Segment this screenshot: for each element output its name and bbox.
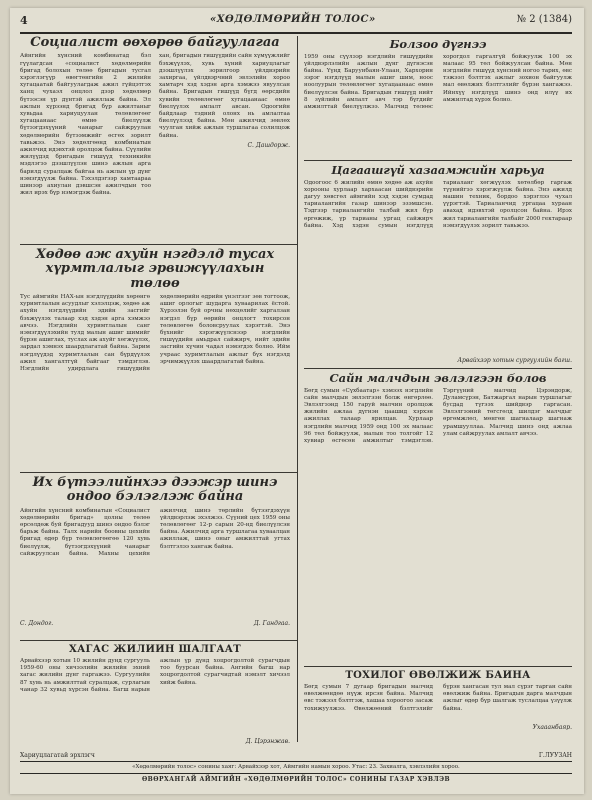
page-header — [20, 14, 572, 34]
page-number: 4 — [20, 14, 28, 27]
article-hodoo — [20, 248, 290, 468]
article-body-continued: хан, бригадын гишүүдийн сайн хүмүүжлийг бэхжүүлэх, хувь хүний хариуцлагыг дээшлүүлэх зорилгоор үйлдвэрийн захиргаа, үйлдвэрчний эвлэлийн хороо хамтарч хэд хэдэн арга хэмжээ явуулсан байна. Бригадын гишүүд бүгд өөрсдийн хувийн төлөвлөгөөг хугацаанаас өмнө биелүүлэх амлалт авсан. Одоогийн байдлаар тэдний олонх нь амлалтаа биелүүлээд байна. Мөн ажилчид зөвлөх чуулган хийж ажлын туршлагаа солилцож байна. — [159, 53, 290, 139]
divider — [304, 666, 572, 667]
divider — [304, 368, 572, 369]
paper-name: «ХӨДӨЛМӨРИЙН ТОЛОС» — [210, 14, 376, 25]
divider — [304, 160, 572, 161]
article-body: Тус аймгийн НАХ-ын нэгдлүүдийн хөрөнгө хуримтлалын асуудлыг хэлэлцэж, хөдөө аж ахуйн нэгдлүүдийн эдийн засгийг бэхжүүлэх талаар хэд хэдэн арга хэмжээ авчээ. Нэгдлийн хуримтлалын санг нэмэгдүүлэхийн тулд малын ашиг шимийг бүрэн ашиглах, туслах аж ахуйг хөгжүүлэх, зардал хэмнэх шаардлагатай байна. Зарим нэгдлүүдэд хуримтлалын сан бүрдүүлэх ажил хангалтгүй байгааг тэмдэглэв. Нэгдлийн удирдлага гишүүдийн хөдөлмөрийн өдрийн үнэлгээг зөв тогтоож, ашиг орлогыг шударга хуваарилах ёстой. Хүрээлэн буй орчны нөхцөлийг харгалзан нэгдэл бүр өөрийн онцлогт тохирсон төлөвлөгөө боловсруулах хэрэгтэй. Энэ бүхнийг хэрэгжүүлснээр нэгдлийн гишүүдийн амьдрал сайжирч, нийт эдийн засгийн хүчин чадал нэмэгдэх болно. Ийм учраас хуримтлалын ажлыг бүх нэгдэлд эрчимжүүлэх шаардлагатай байна. — [20, 293, 290, 372]
article-title: Хөдөө аж ахуйн нэгдэлд тусах хүрмтлалыг эрвижүүлахын төлөө — [35, 248, 275, 291]
divider — [20, 640, 297, 641]
article-body: 1959 оны сүүлээр нэгдлийн гишүүдийн үйлдвэрлэлийн ажлын дүнг дүгнэсэн байна. Үүнд Баруунбаян-Улаан, Хархорин зэрэг нэгдлүүд малын ашиг шим, ноос ноолуурын төлөвлөгөөг хугацаанаас өмнө биелүүлсэн байна. Бригадын гишүүд нийт 8 зүйлийн амлалт авч тэр бүгдийг амжилттай биелүүлжээ. Малчид төлөөс хорогдол гаргалгүй бойжуулж 100 эх малаас 95 төл бойжуулсан байна. Мөн нэгдлийн гишүүд хүнсний ногоо тарих, өвс тэжээл бэлтгэх ажлыг зохион байгуулж мал өвөлжих бэлтгэлийг бүрэн хангажээ. Ийнхүү нэгдлүүд шинэ онд илүү их амжилтад хүрэх болно. — [304, 53, 572, 111]
divider — [20, 472, 297, 473]
issue-number: № 2 (1384) — [516, 14, 572, 25]
article-socialist — [20, 36, 290, 242]
article-body: Бөгд сумын 7 дугаар бригадын малчид өвөлжөөндөө нүүж ирсэн байна. Малчид өвс тэжээл бэлтгэж, хашаа хороогоо засаж тохижуулжээ. Өвөлжөөний бэлтгэлийг бүрэн хангасан тул мал сүрэг тарган сайн өвөлжиж байна. Бригадын дарга малчдын ажлыг өдөр бүр шалгаж туслалцаа үзүүлж байна. — [304, 684, 572, 712]
article-title: Сайн малчдын эвлэлгээн болов — [329, 372, 547, 385]
article-tsagaashug — [304, 164, 572, 364]
article-signature-left: С. Дондог. — [20, 619, 54, 627]
article-title: ТОХИЛОГ ӨВӨЛЖИЖ БАЙНА — [345, 670, 531, 681]
article-bolzoo — [304, 38, 572, 156]
page-footer — [20, 752, 572, 783]
article-title: Их бүтээлийнхээ дээжэр шинэ ондоо бэлэглэж байна — [32, 476, 278, 505]
footer-press: ӨВӨРХАНГАЙ АЙМГИЙН «ХӨДӨЛМӨРИЙН ТОЛОС» СОНИНЫ ГАЗАР ХЭВЛЭВ — [141, 776, 451, 783]
footer-address: «Хөдөлмөрийн толос» сонины хаяг: Арвайхээр хот, Аймгийн намын хороо. Утас: 23. Захиалга, хэвлэлийн хороо. — [20, 761, 572, 774]
article-ikh — [20, 476, 290, 636]
column-divider — [297, 36, 298, 742]
article-signature-right: Д. Гандгаа. — [253, 619, 290, 627]
article-signature: Д. Цэрэнжав. — [245, 738, 290, 744]
article-saihan — [304, 372, 572, 662]
article-khagas — [20, 644, 290, 744]
article-title: Цагаашгүй хазаамжийн харьуа — [331, 164, 545, 177]
article-signature: Арвайхээр хотын сургуулийн багш. — [457, 356, 572, 364]
newspaper-page — [10, 8, 584, 794]
article-body: Арвайхээр хотын 10 жилийн дунд сургууль 1959-60 оны хичээлийн жилийн эхний хагас жилийн дүнг гаргажээ. Сургуулийн 87 хувь нь амжилттай суралцаж, сурлагын чанар 32 хувьд хүрсэн байна. Багш нарын ажлын үр дүнд хоцрогдолтой сурагчдын тоо буурсан байна. Ангийн багш нар хоцрогдолтой сурагчидтай нэмэлт хичээл хийж байна. — [20, 658, 290, 693]
article-signature: Ухааанбаяр. — [532, 724, 572, 730]
article-body: Айнгийн хүнсний комбинатад бэл гүүлагдсан «социалист хөдөлмөрийн бригад болохын төлөө бригадын тусгал хэрэглэгүүр өвөгтөнгийн 2 жилийн хугацаатай байгуулагдаж ажил гүйцэтгэх ханц чухаэл онцлол дээр хөдөлмөр бүтээсэн үр дүнтэй ажиллаж байна. Эл ажлын хүрээнд бригад бүр ажилтаныг хувьдаа хариуцуулан төлөвлөгөөг хугацаанаас өмнө биелүүлж бүтээгдэхүүний чанарыг сайжруулан хөдөлмөрийн бүтээмжийг өсгөх зорилт тавьжээ. Энэ хөдөлгөөнд комбинатын ажилчид идэвхтэй оролцож байна. Сүүлийн жилүүдэд бригадын гишүүд техникийн мэдлэгээ дээшлүүлэн шинэ ажлын арга барилд суралцаж байгаа нь ажлын үр дүнг нэмэгдүүлж байна. Тэхэлдэгээр хамтаараа шинээр ахиулан дэвшсэн ажилчдын тоо жил ирэх бүр нэмэгдэж байна. — [20, 53, 151, 197]
editor-name: Г.ЛУУЗАН — [538, 752, 572, 759]
article-body: Одоогоос 6 жилийн өмнө хөдөө аж ахуйн хорооны хурлаар хархаасан шийдвэрийн дагуу хөвсгөл аймгийн хэд хэдэн сумдад тариалангийн газар шинээр эзэмшсэн. Тэдгээр тариалангийн талбай жил бүр өргөжиж, үр тарианы ургац сайжирч байна. Хэд хэдэн сумын нэгдлүүд тариаланг хөгжүүлэх хөтөлбөр гаргаж түүнийгээ хэрэгжүүлж байна. Энэ ажилд машин техник, бордоо хэрэглээ чухал үүрэгтэй. Тариаланчид ургацаа хураан авахад идэвхтэй оролцсон байна. Ирэх жил тариалангийн талбайг 2000 гектараар нэмэгдүүлэх зорилт тавьжээ. — [304, 179, 572, 229]
article-title: ХАГАС ЖИЛИЙН ШАЛГААТ — [69, 644, 241, 655]
editor-label: Хариуцлагатай эрхлэгч — [20, 752, 95, 759]
article-body: Айнгийн хүнсний комбинатын «Социалист хөдөлмөрийн бригад» цолны төлөө өрсөлдөж буй бригадууд шинэ ондоо бэлэг барьж байна. Талх нарийн боовны цехийн бригад өдөр бүр төлөвлөгөөгөө 120 хувь биелүүлж, бүтээгдэхүүний чанарыг сайжруулсан байна. Махны цехийн ажилчид шинэ төрлийн бүтээгдэхүүн үйлдвэрлэж эхэлжээ. Сүүний цех 1959 оны төлөвлөгөөг 12-р сарын 20-нд биелүүлсэн байна. Ажилчид арга туршлагаа хуваалцан ажиллаж, шинэ оныг амжилттай угтах бэлтгэлээ хангаж байна. — [20, 507, 290, 557]
article-body: Бөгд сумын «Сүхбаатар» хэмээх нэгдлийн сайн малчдын эвлэлгээн болж өнгөрлөө. Эвлэлгээнд 150 гаруй малчин оролцож жилийн ажлаа дүгнэн цаашид хэрхэн ажиллах талаар ярилцав. Хурлаар нэгдлийн малчид 1959 онд 100 эх малаас 96 төл бойжуулж, малын тоо толгойг 12 хувиар өсгөсөн амжилтыг тэмдэглэв. Тэргүүний малчид Цэрэндорж, Дуламсүрэн, Батжаргал нарын туршлагыг бусдад түгээх шийдвэр гаргасан. Эвлэлгээний төгсгөлд шилдэг малчдыг өргөмжлөл, мөнгөн шагналаар шагнаж урамшууллаа. Малчид шинэ онд ажлаа улам сайжруулах амлалт авчээ. — [304, 387, 572, 445]
article-title: Болзоо дүгнээ — [389, 38, 487, 51]
article-tokhilog — [304, 670, 572, 730]
divider — [20, 244, 297, 245]
article-signature: С. Дашдорж. — [247, 141, 290, 149]
article-title: Социалист өөхөрөө байгуулагаа — [30, 36, 280, 50]
